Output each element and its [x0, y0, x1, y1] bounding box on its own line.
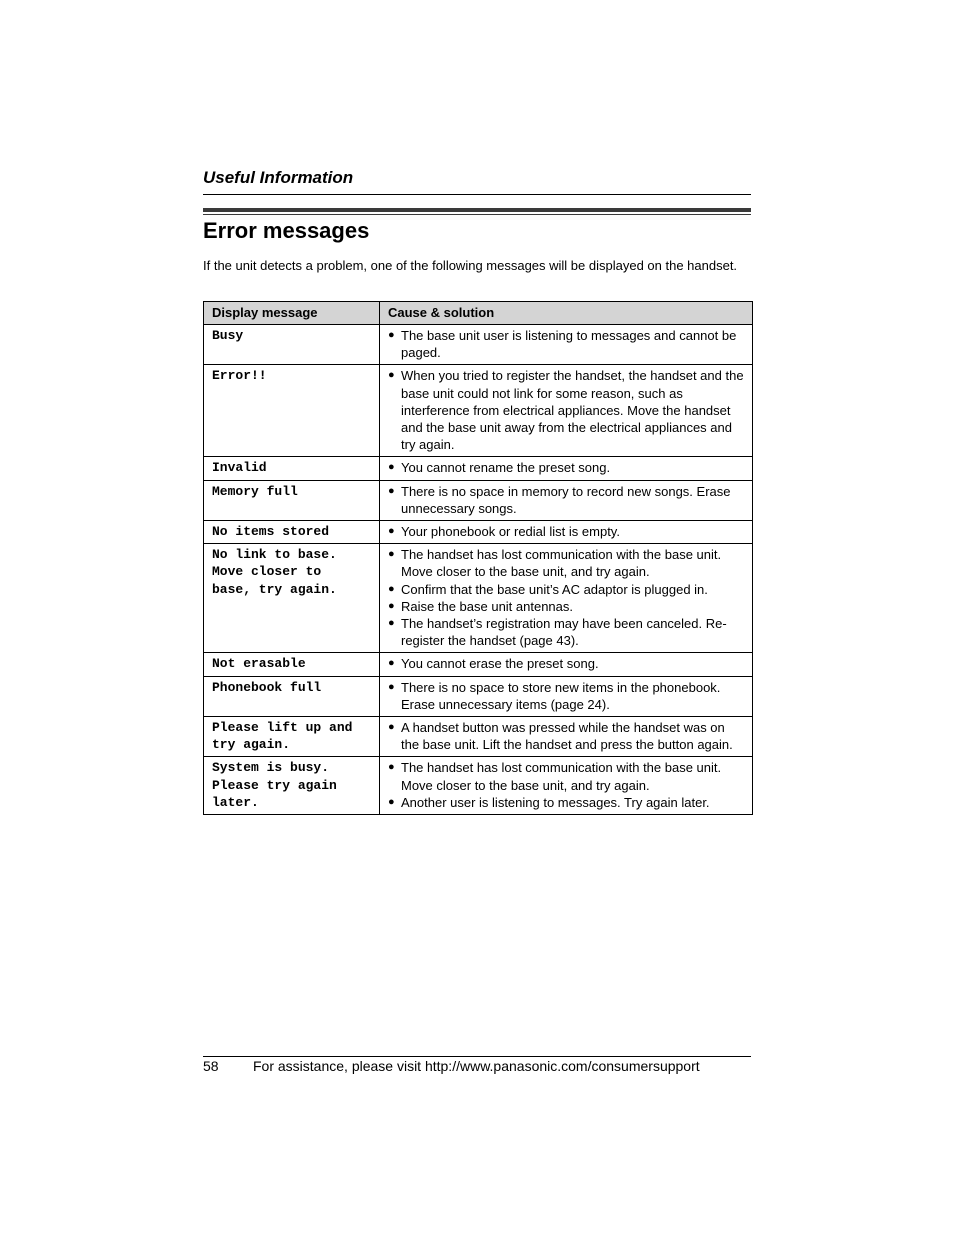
header-cause-solution: Cause & solution [380, 302, 753, 325]
cause-text: When you tried to register the handset, the handset and the base unit could not link for some reason, such as interference from electrical appliances. Move the handset and the base unit away from the electrical appliances and try again. [401, 368, 744, 453]
cause-text: The handset has lost communication with the base unit. Move closer to the base unit, and try again. [401, 547, 722, 580]
bullet-icon: ● [388, 617, 395, 630]
cause-bullet-item [388, 581, 744, 598]
table-row [204, 521, 753, 544]
section-header: Useful Information [203, 168, 354, 187]
bullet-icon: ● [388, 582, 395, 595]
cause-text: There is no space to store new items in the phonebook. Erase unnecessary items (page 24). [401, 679, 721, 712]
cause-solution-cell [380, 676, 753, 716]
cause-bullet-item [388, 523, 744, 540]
table-row [204, 676, 753, 716]
bullet-icon: ● [388, 548, 395, 561]
display-message-cell: No link to base. Move closer to base, try again. [204, 544, 380, 653]
cause-text: There is no space in memory to record new songs. Erase unnecessary songs. [401, 483, 731, 516]
footer-divider [203, 1056, 751, 1057]
display-message-cell: Please lift up and try again. [204, 717, 380, 757]
bullet-icon: ● [388, 599, 395, 612]
intro-paragraph: If the unit detects a problem, one of the following messages will be displayed on the handset. [203, 258, 738, 273]
cause-bullet-item [388, 655, 744, 672]
bullet-icon: ● [388, 525, 395, 538]
table-row [204, 717, 753, 757]
bullet-icon: ● [388, 329, 395, 341]
table-row [204, 757, 753, 815]
table-row [204, 653, 753, 676]
cause-text: The handset has lost communication with the base unit. Move closer to the base unit, and try again. [401, 760, 722, 793]
bullet-icon: ● [388, 761, 395, 774]
bullet-icon: ● [388, 484, 395, 497]
cause-solution-cell [380, 544, 753, 653]
page-number: 58 [203, 1058, 219, 1074]
cause-bullet-item [388, 367, 744, 453]
title-rule-thin [203, 214, 751, 215]
cause-bullet-item [388, 483, 744, 517]
cause-solution-cell [380, 325, 753, 365]
cause-solution-cell [380, 717, 753, 757]
error-messages-table [203, 301, 753, 815]
bullet-icon: ● [388, 657, 395, 670]
cause-solution-cell [380, 757, 753, 815]
section-divider [203, 194, 751, 195]
cause-bullet-item [388, 759, 744, 793]
title-rule-thick [203, 208, 751, 212]
cause-solution-cell [380, 521, 753, 544]
cause-text: Your phonebook or redial list is empty. [401, 524, 620, 540]
cause-text: You cannot rename the preset song. [401, 460, 611, 476]
display-message-cell: Error!! [204, 365, 380, 457]
cause-text: Raise the base unit antennas. [401, 598, 574, 614]
bullet-icon: ● [388, 795, 395, 808]
cause-solution-cell [380, 480, 753, 520]
cause-bullet-item [388, 794, 744, 811]
table-row [204, 365, 753, 457]
display-message-cell: Memory full [204, 480, 380, 520]
display-message-cell: System is busy. Please try again later. [204, 757, 380, 815]
table-header-row [204, 302, 753, 325]
bullet-icon: ● [388, 721, 395, 734]
cause-text: The base unit user is listening to messages and cannot be paged. [401, 328, 737, 361]
bullet-icon: ● [388, 680, 395, 693]
cause-bullet-item [388, 719, 744, 753]
table-row [204, 480, 753, 520]
cause-bullet-item [388, 459, 744, 476]
table-row [204, 544, 753, 653]
cause-text: A handset button was pressed while the handset was on the base unit. Lift the handset and press the button again. [401, 720, 733, 753]
display-message-cell: Busy [204, 325, 380, 365]
display-message-cell: Invalid [204, 457, 380, 480]
cause-solution-cell [380, 457, 753, 480]
table-row [204, 457, 753, 480]
display-message-cell: Not erasable [204, 653, 380, 676]
cause-text: You cannot erase the preset song. [401, 656, 599, 672]
cause-text: The handset’s registration may have been canceled. Re-register the handset (page 43). [401, 616, 727, 649]
display-message-cell: Phonebook full [204, 676, 380, 716]
cause-bullet-item [388, 679, 744, 713]
cause-bullet-item [388, 598, 744, 615]
cause-bullet-item [388, 327, 744, 361]
cause-text: Another user is listening to messages. Try again later. [401, 794, 710, 810]
cause-bullet-item [388, 546, 744, 580]
cause-solution-cell [380, 365, 753, 457]
cause-solution-cell [380, 653, 753, 676]
cause-text: Confirm that the base unit’s AC adaptor is plugged in. [401, 581, 708, 597]
bullet-icon: ● [388, 461, 395, 474]
bullet-icon: ● [388, 369, 395, 382]
display-message-cell: No items stored [204, 521, 380, 544]
cause-bullet-item [388, 615, 744, 649]
footer-assistance-text: For assistance, please visit http://www.panasonic.com/consumersupport [253, 1058, 700, 1074]
table-row [204, 325, 753, 365]
page-title: Error messages [203, 218, 370, 243]
header-display-message: Display message [204, 302, 380, 325]
